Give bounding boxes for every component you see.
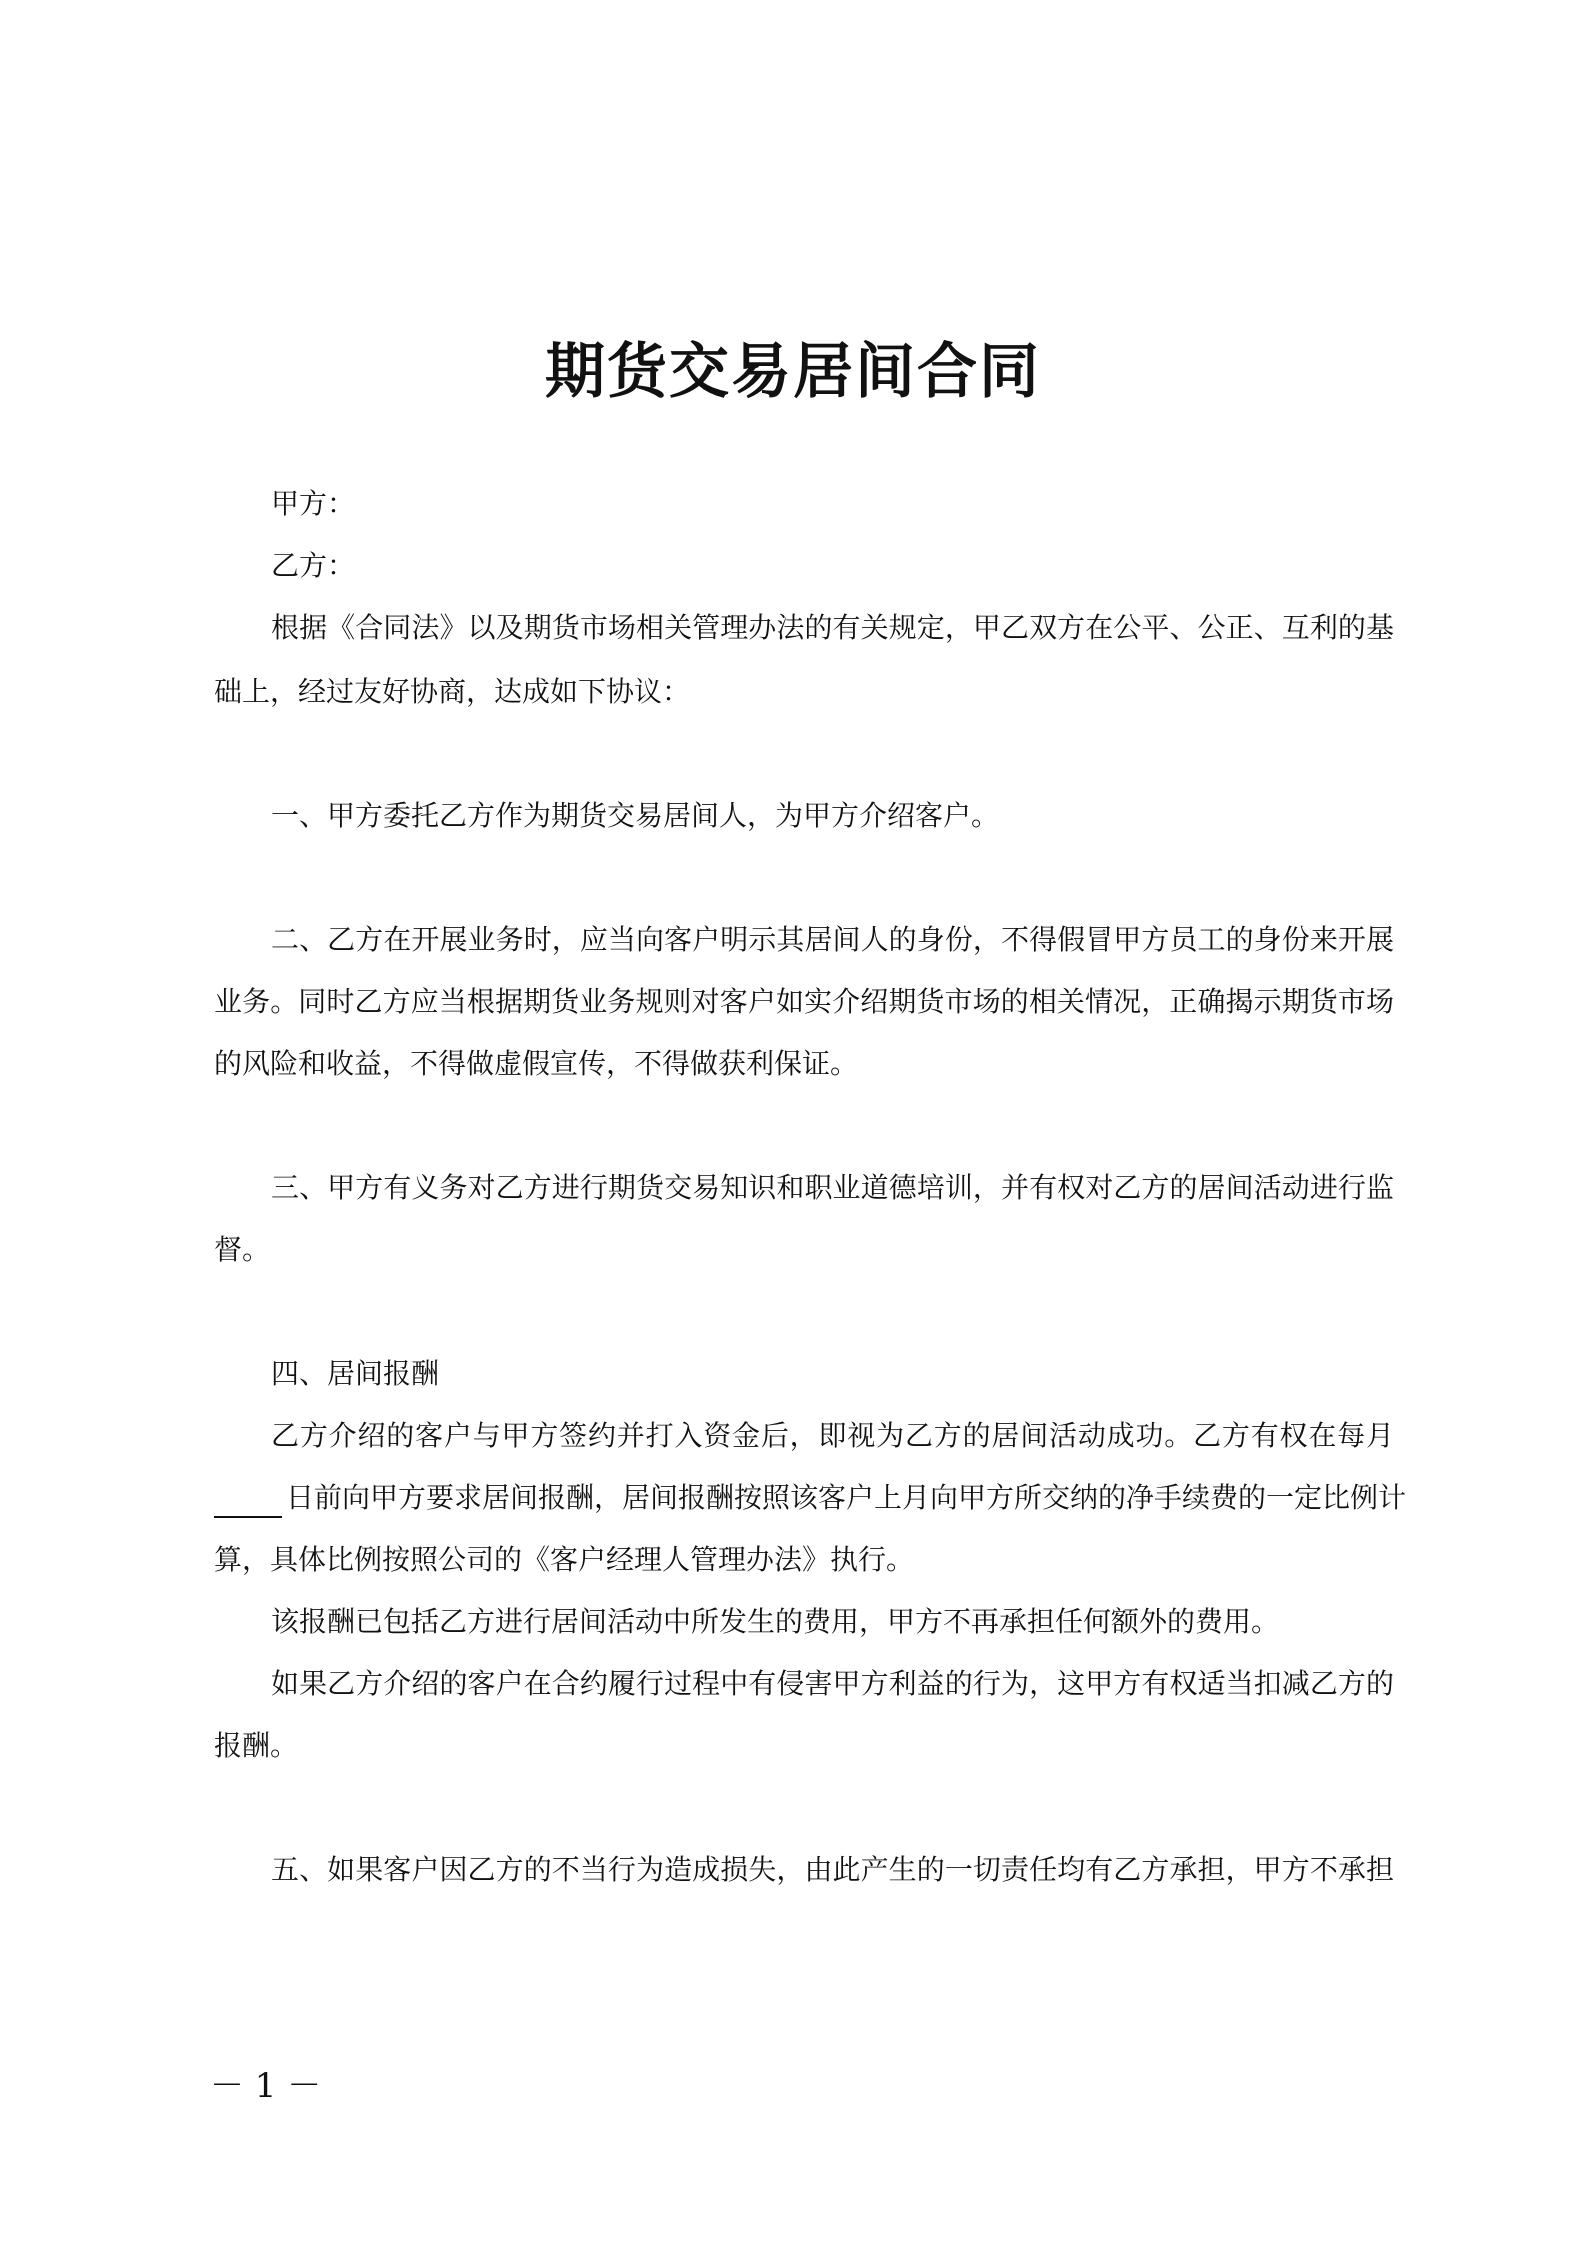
page-number: － 1 －	[210, 2066, 322, 2106]
clause-2-line-2: 业务。同时乙方应当根据期货业务规则对客户如实介绍期货市场的相关情况，正确揭示期货市场	[214, 985, 1394, 1018]
intro-line-2: 础上，经过友好协商，达成如下协议：	[214, 675, 691, 708]
clause-3-line-2: 督。	[214, 1233, 271, 1266]
clause-4-heading: 四、居间报酬	[271, 1357, 440, 1390]
clause-4-p2: 该报酬已包括乙方进行居间活动中所发生的费用，甲方不再承担任何额外的费用。	[271, 1605, 1280, 1638]
clause-2-line-1: 二、乙方在开展业务时，应当向客户明示其居间人的身份，不得假冒甲方员工的身份来开展	[271, 923, 1394, 956]
clause-3-line-1: 三、甲方有义务对乙方进行期货交易知识和职业道德培训，并有权对乙方的居间活动进行监	[271, 1171, 1394, 1204]
intro-line-1: 根据《合同法》以及期货市场相关管理办法的有关规定，甲乙双方在公平、公正、互利的基	[271, 611, 1394, 644]
clause-2-line-3: 的风险和收益，不得做虚假宣传，不得做获利保证。	[214, 1047, 859, 1080]
clause-4-p3-line-1: 如果乙方介绍的客户在合约履行过程中有侵害甲方利益的行为，这甲方有权适当扣减乙方的	[271, 1667, 1394, 1700]
clause-1: 一、甲方委托乙方作为期货交易居间人，为甲方介绍客户。	[271, 799, 1000, 832]
clause-4-p1-line-2-row	[214, 1478, 1407, 1518]
clause-4-p1-line-2: 日前向甲方要求居间报酬，居间报酬按照该客户上月向甲方所交纳的净手续费的一定比例计	[286, 1481, 1407, 1514]
clause-4-p3-line-2: 报酬。	[214, 1729, 299, 1762]
party-b-label: 乙方：	[271, 549, 356, 582]
party-a-label: 甲方：	[271, 487, 356, 520]
clause-4-p1-line-3: 算，具体比例按照公司的《客户经理人管理办法》执行。	[214, 1543, 915, 1576]
contract-title: 期货交易居间合同	[545, 337, 1041, 407]
clause-4-p1-line-1: 乙方介绍的客户与甲方签约并打入资金后，即视为乙方的居间活动成功。乙方有权在每月	[271, 1419, 1394, 1452]
clause-5-line-1: 五、如果客户因乙方的不当行为造成损失，由此产生的一切责任均有乙方承担，甲方不承担	[271, 1853, 1394, 1886]
fill-in-blank[interactable]	[214, 1486, 282, 1518]
